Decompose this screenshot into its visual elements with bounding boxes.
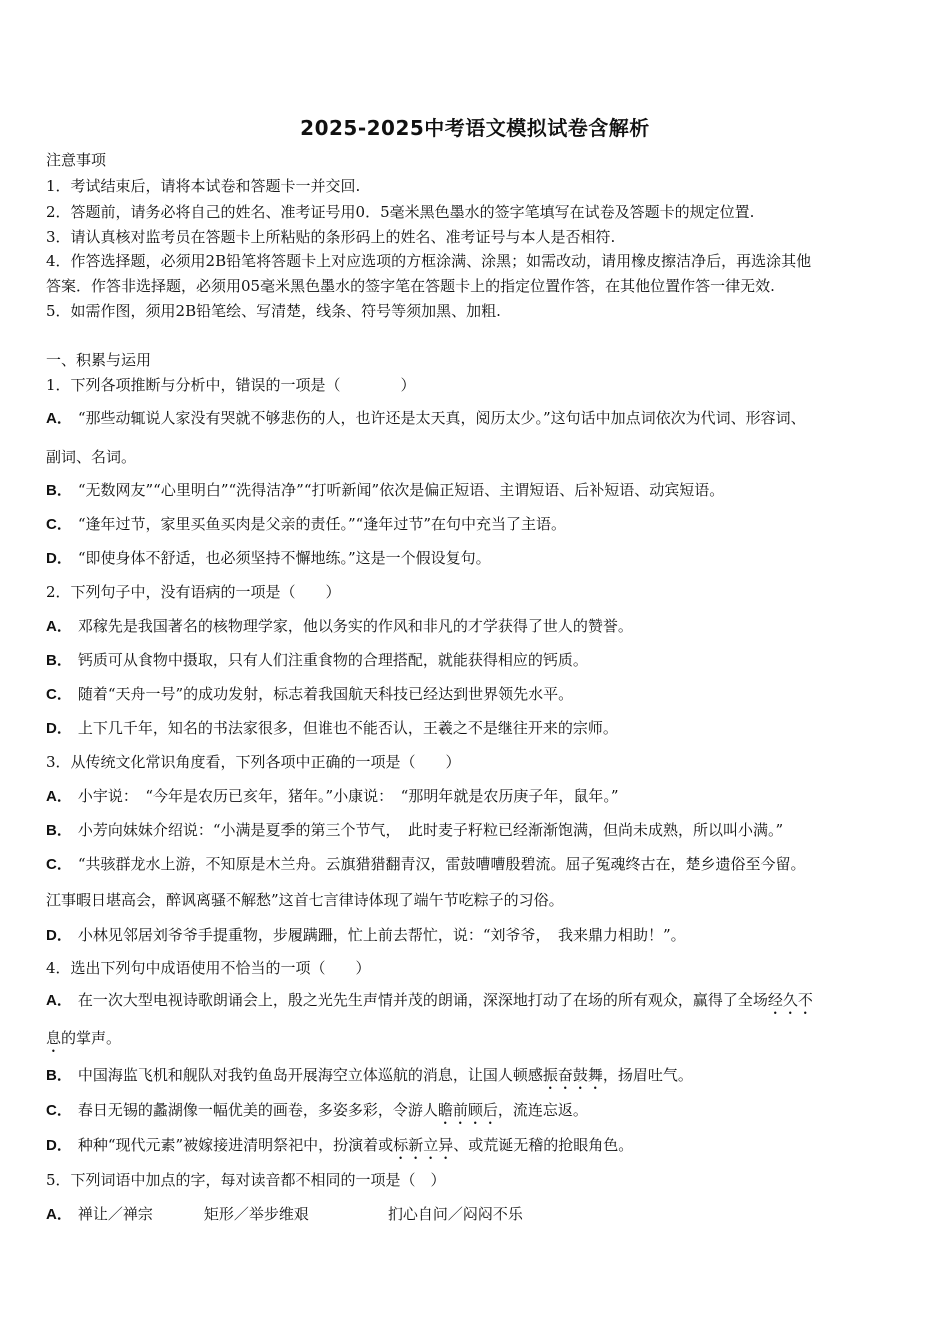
option-label: D． — [46, 927, 72, 944]
option-b — [46, 480, 916, 501]
option-label: C． — [46, 686, 72, 703]
option-label: B． — [46, 482, 72, 499]
dotted-idiom: 振奋鼓舞 — [542, 1066, 603, 1084]
section-heading: 一、积累与运用 — [46, 351, 152, 369]
option-a — [46, 786, 916, 807]
option-text: 、或荒诞无稽的抢眼角色。 — [453, 1136, 634, 1154]
option-continuation: 副词、名词。 — [46, 448, 137, 466]
option-label: B． — [46, 652, 72, 669]
option-text: 钙质可从食物中摄取，只有人们注重食物的合理搭配，就能获得相应的钙质。 — [77, 651, 588, 669]
notice-item: 5．如需作图，须用2B铅笔绘、写清楚，线条、符号等须加黑、加粗. — [46, 302, 501, 320]
option-label: D． — [46, 1137, 72, 1154]
option-b — [46, 1065, 916, 1093]
option-text: 小宇说： “今年是农历已亥年，猪年。”小康说： “那明年就是农历庚子年，鼠年。” — [77, 787, 619, 805]
option-a — [46, 990, 916, 1018]
option-text: 随着“天舟一号”的成功发射，标志着我国航天科技已经达到世界领先水平。 — [77, 685, 574, 703]
notice-item: 答案．作答非选择题，必须用05毫米黑色墨水的签字笔在答题卡上的指定位置作答，在其他位置作答一律无效. — [46, 277, 775, 295]
option-continuation — [46, 1028, 916, 1056]
dotted-idiom: 标新立异 — [393, 1136, 454, 1154]
option-d — [46, 1135, 916, 1163]
option-label: B． — [46, 1067, 72, 1084]
option-d — [46, 925, 916, 946]
option-label: D． — [46, 550, 72, 567]
option-a — [46, 408, 916, 429]
question-stem: 5．下列词语中加点的字，每对读音都不相同的一项是（ ） — [46, 1171, 446, 1189]
question-stem: 1．下列各项推断与分析中，错误的一项是（ ） — [46, 376, 416, 394]
notice-item: 1．考试结束后，请将本试卷和答题卡一并交回. — [46, 177, 361, 195]
option-c — [46, 854, 916, 875]
option-c — [46, 1100, 916, 1128]
word-pair: 禅让／禅宗 — [77, 1205, 153, 1223]
option-text: ，扬眉吐气。 — [602, 1066, 693, 1084]
option-label: B． — [46, 822, 72, 839]
option-b — [46, 650, 916, 671]
option-d — [46, 718, 916, 739]
dotted-idiom: 经久不 — [767, 991, 813, 1009]
option-text: 上下几千年，知名的书法家很多，但谁也不能否认，王羲之不是继往开来的宗师。 — [77, 719, 618, 737]
option-label: A． — [46, 1206, 72, 1223]
question-stem: 2．下列句子中，没有语病的一项是（ ） — [46, 583, 341, 601]
option-text: ，流连忘返。 — [497, 1101, 588, 1119]
option-d — [46, 548, 916, 569]
notice-heading: 注意事项 — [46, 151, 107, 169]
option-label: A． — [46, 992, 72, 1009]
option-text: “那些动辄说人家没有哭就不够悲伤的人，也许还是太天真，阅历太少。”这句话中加点词依次为代词、形容词、 — [77, 409, 806, 427]
option-text: “共骇群龙水上游，不知原是木兰舟。云旗猎猎翻青汉，雷鼓嘈嘈殷碧流。屈子冤魂终古在，楚乡遗俗至今留。 — [77, 855, 806, 873]
question-stem: 3．从传统文化常识角度看，下列各项中正确的一项是（ ） — [46, 753, 461, 771]
option-text: “逢年过节，家里买鱼买肉是父亲的责任。”“逢年过节”在句中充当了主语。 — [77, 515, 567, 533]
option-text: 中国海监飞机和舰队对我钓鱼岛开展海空立体巡航的消息，让国人顿感 — [77, 1066, 543, 1084]
option-label: A． — [46, 410, 72, 427]
option-text: 在一次大型电视诗歌朗诵会上，殷之光先生声情并茂的朗诵，深深地打动了在场的所有观众，赢得了全场 — [77, 991, 768, 1009]
option-text: “即使身体不舒适，也必须坚持不懈地练。”这是一个假设复句。 — [77, 549, 491, 567]
option-a — [46, 616, 916, 637]
question-stem: 4．选出下列句中成语使用不恰当的一项（ ） — [46, 959, 371, 977]
option-text: 的掌声。 — [61, 1029, 122, 1047]
option-label: C． — [46, 1102, 72, 1119]
option-label: C． — [46, 516, 72, 533]
notice-item: 2．答题前，请务必将自己的姓名、准考证号用0．5毫米黑色墨水的签字笔填写在试卷及答题卡的规定位置. — [46, 203, 755, 221]
option-text: 种种“现代元素”被嫁接进清明祭祀中，扮演着或 — [77, 1136, 394, 1154]
option-continuation: 江事暇日堪高会，醉讽离骚不解愁”这首七言律诗体现了端午节吃粽子的习俗。 — [46, 891, 564, 909]
option-a — [46, 1204, 916, 1225]
notice-item: 3．请认真核对监考员在答题卡上所粘贴的条形码上的姓名、准考证号与本人是否相符. — [46, 228, 616, 246]
option-label: C． — [46, 856, 72, 873]
option-c — [46, 514, 916, 535]
dotted-idiom: 瞻前顾后 — [437, 1101, 498, 1119]
option-label: A． — [46, 788, 72, 805]
option-text: 小芳向妹妹介绍说：“小满是夏季的第三个节气， 此时麦子籽粒已经渐渐饱满，但尚未成熟，所以叫小满。” — [77, 821, 784, 839]
option-text: 小林见邻居刘爷爷手提重物，步履蹒跚，忙上前去帮忙，说：“刘爷爷， 我来鼎力相助！”。 — [77, 926, 686, 944]
word-pair: 扪心自问／闷闷不乐 — [387, 1205, 523, 1223]
notice-item: 4．作答选择题，必须用2B铅笔将答题卡上对应选项的方框涂满、涂黑；如需改动，请用橡皮擦洁净后，再选涂其他 — [46, 252, 812, 270]
option-text: 邓稼先是我国著名的核物理学家，他以务实的作风和非凡的才学获得了世人的赞誉。 — [77, 617, 633, 635]
option-text: “无数网友”“心里明白”“洗得洁净”“打听新闻”依次是偏正短语、主谓短语、后补短语、动宾短语。 — [77, 481, 725, 499]
option-c — [46, 684, 916, 705]
option-label: D． — [46, 720, 72, 737]
dotted-idiom: 息 — [46, 1029, 62, 1047]
option-label: A． — [46, 618, 72, 635]
option-text: 春日无锡的蠡湖像一幅优美的画卷，多姿多彩，令游人 — [77, 1101, 438, 1119]
option-b — [46, 820, 916, 841]
word-pair: 矩形／举步维艰 — [203, 1205, 309, 1223]
page-title: 2025-2025中考语文模拟试卷含解析 — [300, 116, 650, 140]
